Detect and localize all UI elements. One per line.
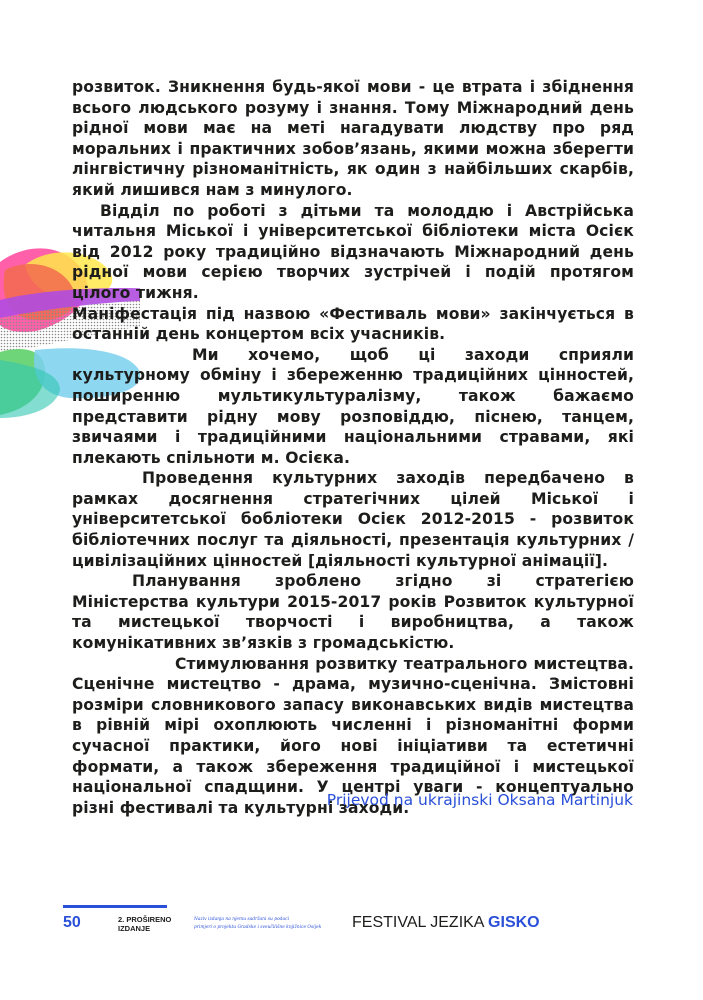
- article-body: [72, 77, 634, 818]
- paragraph: Відділ по роботі з дітьми та молоддю і Австрійська читальня Міської і університетської бібліотеки міста Осієк від 2012 року традиційно відзначають Міжнародний день рідної мови серією творчих зустрічей і подій протягом цілого тижня.: [72, 201, 634, 302]
- brand-title: [352, 914, 540, 932]
- tagline-line-1: Naziv izdanja na njemu sadržani su podaci: [194, 917, 289, 922]
- paragraph: Маніфестація під назвою «Фестиваль мови» закінчується в останній день концертом всіх учасників.: [72, 304, 634, 344]
- edition-line-2: IZDANJE: [118, 924, 151, 933]
- paragraph: Ми хочемо, щоб ці заходи сприяли культурному обміну і збереженню традиційних цінностей, поширенню мультикультуралізму, також бажаємо представити рідну мову розповіддю, піснею, танцем, звичаями і традиційними національними стравами, які плекають спільноти м. Осієка.: [72, 345, 634, 467]
- edition-line-1: 2. PROŠIRENO: [118, 915, 172, 924]
- footer-rule: [63, 905, 167, 908]
- page-number: 50: [63, 914, 81, 931]
- paragraph: Стимулювання розвитку театрального мистецтва. Сценічне мистецтво - драма, музично-сценічна. Змістовні розміри словникового запасу виконавських видів мистецтва в рівній мірі охоплюють численні і різноманітні форми сучасної практики, його нові ініціативи та естетичні формати, а також збереження традиційної і мистецької національної спадщини. У центрі уваги - концептуально різні фестивалі та культурні заходи.: [72, 654, 634, 817]
- brand-main: FESTIVAL JEZIKA: [352, 914, 484, 931]
- brand-accent: GISKO: [488, 914, 540, 931]
- paragraph: розвиток. Зникнення будь-якої мови - це втрата і збіднення всього людського розуму і знання. Тому Міжнародний день рідної мови має на меті нагадувати людству про ряд моральних і практичних зобов’язань, якими можна зберегти лінгвістичну різноманітність, як один з найбільших скарбів, який лишився нам з минулого.: [72, 78, 634, 199]
- paragraph: Планування зроблено згідно зі стратегією Міністерства культури 2015-2017 років Розвиток культурної та мистецької творчості і виробництва, а також комунікативних зв’язків з громадськістю.: [72, 572, 634, 653]
- paragraph: Проведення культурних заходів передбачено в рамках досягнення стратегічних цілей Міської і університетської бобліотеки Осієк 2012-2015 - розвиток бібліотечних послуг та діяльності, презентація культурних / цивілізаційних цінностей [діяльності культурної анімації].: [72, 469, 634, 570]
- footer-tagline: [194, 916, 346, 931]
- edition-label: [118, 915, 171, 933]
- translator-credit: Prijevod na ukrajinski Oksana Martinjuk: [326, 791, 633, 809]
- tagline-line-2: primjeri o projektu Gradske i sveučilišne knjižnice Osijek: [194, 924, 322, 930]
